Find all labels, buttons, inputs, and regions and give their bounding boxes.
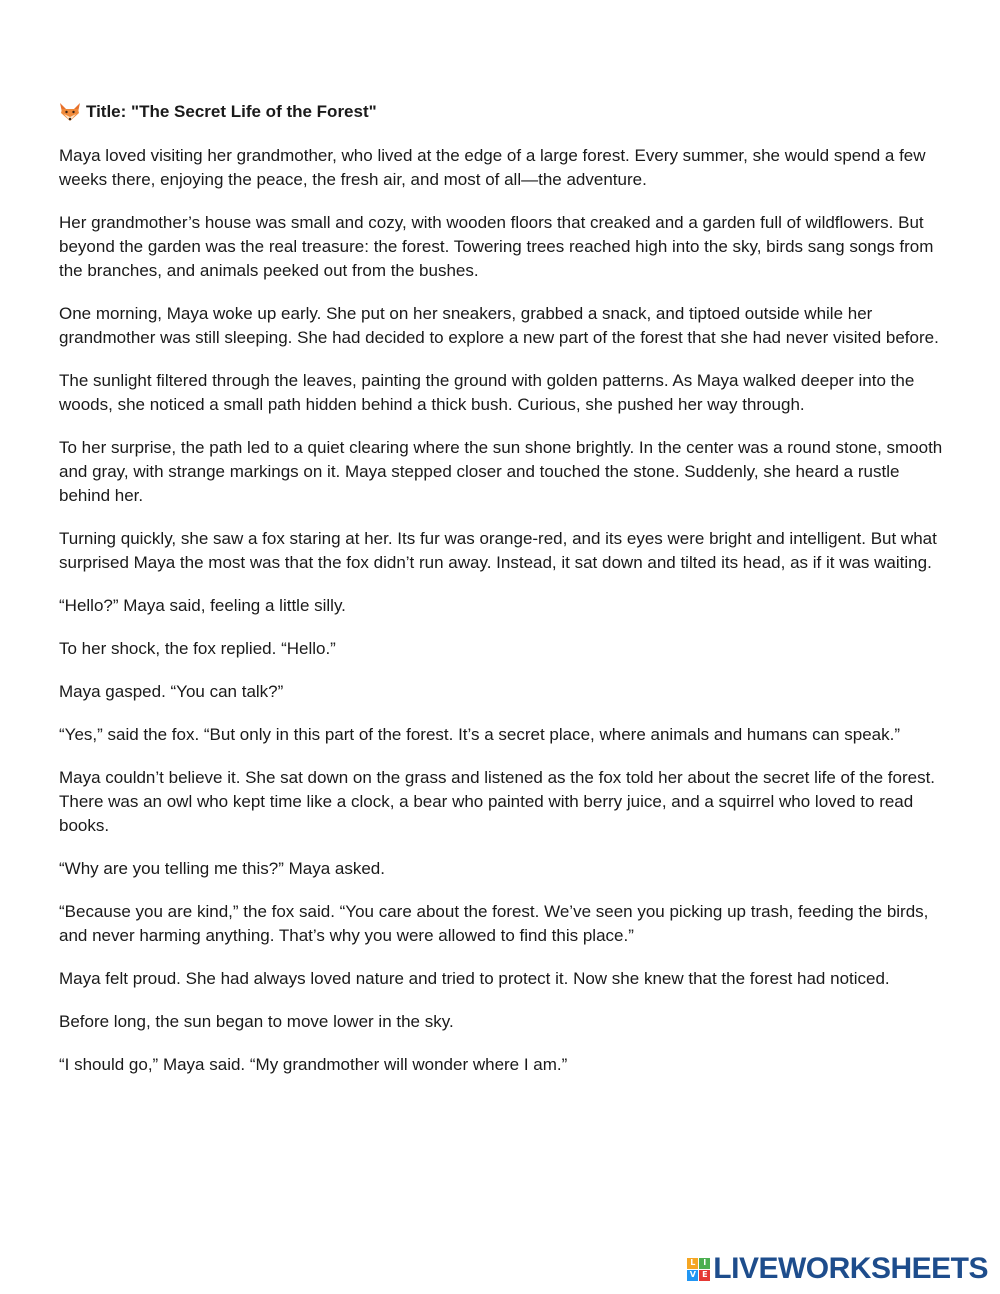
paragraph: Her grandmother’s house was small and cozy, with wooden floors that creaked and a garden full of wildflowers. But beyond the garden was the real treasure: the forest. Towering trees reached high into the sky, birds sang songs from the branches, and animals peeked out from the bushes. <box>59 213 934 280</box>
worksheet-page <box>59 100 943 1096</box>
paragraph: The sunlight filtered through the leaves, painting the ground with golden patterns. As Maya walked deeper into the woods, she noticed a small path hidden behind a thick bush. Curious, she pushed her way through. <box>59 371 915 414</box>
logo-tile: I <box>699 1258 710 1269</box>
paragraph: Maya loved visiting her grandmother, who lived at the edge of a large forest. Every summer, she would spend a few weeks there, enjoying the peace, the fresh air, and most of all—the adventure. <box>59 146 926 189</box>
liveworksheets-logo[interactable] <box>687 1253 988 1285</box>
paragraph: “Why are you telling me this?” Maya asked. <box>59 859 385 878</box>
liveworksheets-logo-icon <box>687 1258 710 1281</box>
paragraph: To her shock, the fox replied. “Hello.” <box>59 639 336 658</box>
paragraph: “I should go,” Maya said. “My grandmother will wonder where I am.” <box>59 1055 568 1074</box>
logo-tile: L <box>687 1258 698 1269</box>
paragraph: One morning, Maya woke up early. She put on her sneakers, grabbed a snack, and tiptoed outside while her grandmother was still sleeping. She had decided to explore a new part of the forest that she had never visited before. <box>59 304 939 347</box>
paragraph: “Hello?” Maya said, feeling a little silly. <box>59 596 346 615</box>
paragraph: Maya couldn’t believe it. She sat down on the grass and listened as the fox told her about the secret life of the forest. There was an owl who kept time like a clock, a bear who painted with berry juice, and a squirrel who loved to read books. <box>59 768 936 835</box>
paragraph: “Yes,” said the fox. “But only in this part of the forest. It’s a secret place, where animals and humans can speak.” <box>59 725 900 744</box>
paragraph: To her surprise, the path led to a quiet clearing where the sun shone brightly. In the center was a round stone, smooth and gray, with strange markings on it. Maya stepped closer and touched the stone. Suddenly, she heard a rustle behind her. <box>59 438 943 505</box>
fox-face-icon <box>59 102 81 122</box>
story-title <box>59 100 943 124</box>
paragraph: “Because you are kind,” the fox said. “You care about the forest. We’ve seen you picking up trash, feeding the birds, and never harming anything. That’s why you were allowed to find this place.” <box>59 902 929 945</box>
story-title-text: Title: "The Secret Life of the Forest" <box>86 102 377 121</box>
logo-tile: E <box>699 1270 710 1281</box>
paragraph: Turning quickly, she saw a fox staring at her. Its fur was orange-red, and its eyes were bright and intelligent. But what surprised Maya the most was that the fox didn’t run away. Instead, it sat down and tilted its head, as if it was waiting. <box>59 529 937 572</box>
paragraph: Maya felt proud. She had always loved nature and tried to protect it. Now she knew that the forest had noticed. <box>59 969 890 988</box>
paragraph: Before long, the sun began to move lower in the sky. <box>59 1012 454 1031</box>
logo-tile: V <box>687 1270 698 1281</box>
liveworksheets-logo-text: LIVEWORKSHEETS <box>713 1252 988 1285</box>
paragraph: Maya gasped. “You can talk?” <box>59 682 284 701</box>
